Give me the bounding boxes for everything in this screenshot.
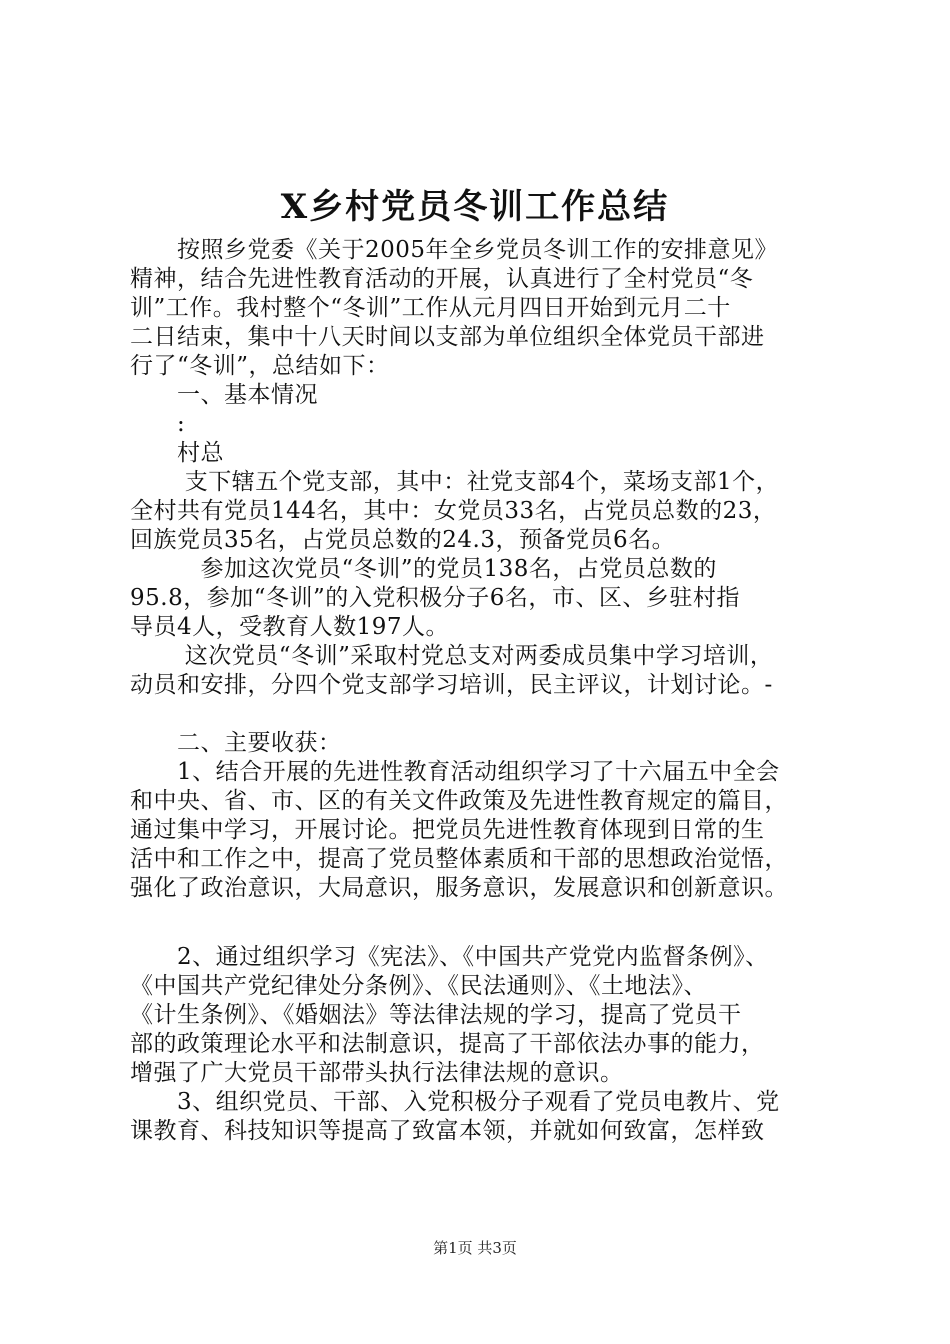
body-line: 2、通过组织学习《宪法》、《中国共产党党内监督条例》、 [130, 944, 769, 970]
body-line: 导员4人，受教育人数197人。 [130, 614, 450, 640]
body-line: 通过集中学习，开展讨论。把党员先进性教育体现到日常的生 [130, 817, 765, 843]
body-line: 全村共有党员144名，其中：女党员33名，占党员总数的23， [130, 498, 777, 524]
section-heading: 二、主要收获： [130, 730, 342, 756]
body-line: 增强了广大党员干部带头执行法律法规的意识。 [130, 1060, 624, 1086]
document-title: X乡村党员冬训工作总结 [280, 187, 670, 227]
body-line: 支下辖五个党支部，其中：社党支部4个，菜场支部1个， [130, 469, 780, 495]
body-line: 课教育、科技知识等提高了致富本领，并就如何致富，怎样致 [130, 1118, 765, 1144]
body-line: 训”工作。我村整个“冬训”工作从元月四日开始到元月二十 [130, 295, 731, 321]
body-line: 强化了政治意识，大局意识，服务意识，发展意识和创新意识。 [130, 875, 788, 901]
body-line: 村总 [130, 440, 224, 466]
body-line: 1、结合开展的先进性教育活动组织学习了十六届五中全会 [130, 759, 780, 785]
body-line: 二日结束，集中十八天时间以支部为单位组织全体党员干部进 [130, 324, 765, 350]
body-line: 活中和工作之中，提高了党员整体素质和干部的思想政治觉悟， [130, 846, 788, 872]
body-line: 行了“冬训”，总结如下： [130, 353, 390, 379]
page-number-footer: 第1页 共3页 [433, 1239, 517, 1257]
body-line: 参加这次党员“冬训”的党员138名，占党员总数的 [130, 556, 717, 582]
body-line: 这次党员“冬训”采取村党总支对两委成员集中学习培训， [130, 643, 774, 669]
body-line: 精神，结合先进性教育活动的开展，认真进行了全村党员“冬 [130, 266, 754, 292]
section-heading: 一、基本情况 [130, 382, 318, 408]
body-line: : [130, 411, 186, 437]
body-line: 3、组织党员、干部、入党积极分子观看了党员电教片、党 [130, 1089, 780, 1115]
body-line: 95.8，参加“冬训”的入党积极分子6名，市、区、乡驻村指 [130, 585, 740, 611]
body-line: 《计生条例》、《婚姻法》等法律法规的学习，提高了党员干 [130, 1002, 742, 1028]
body-line: 部的政策理论水平和法制意识，提高了干部依法办事的能力， [130, 1031, 765, 1057]
body-line: 《中国共产党纪律处分条例》、《民法通则》、《土地法》、 [130, 973, 707, 999]
body-line: 回族党员35名，占党员总数的24.3，预备党员6名。 [130, 527, 676, 553]
body-line: 和中央、省、市、区的有关文件政策及先进性教育规定的篇目， [130, 788, 788, 814]
body-line: 动员和安排，分四个党支部学习培训，民主评议，计划讨论。- [130, 672, 773, 698]
body-line: 按照乡党委《关于2005年全乡党员冬训工作的安排意见》 [130, 237, 779, 263]
